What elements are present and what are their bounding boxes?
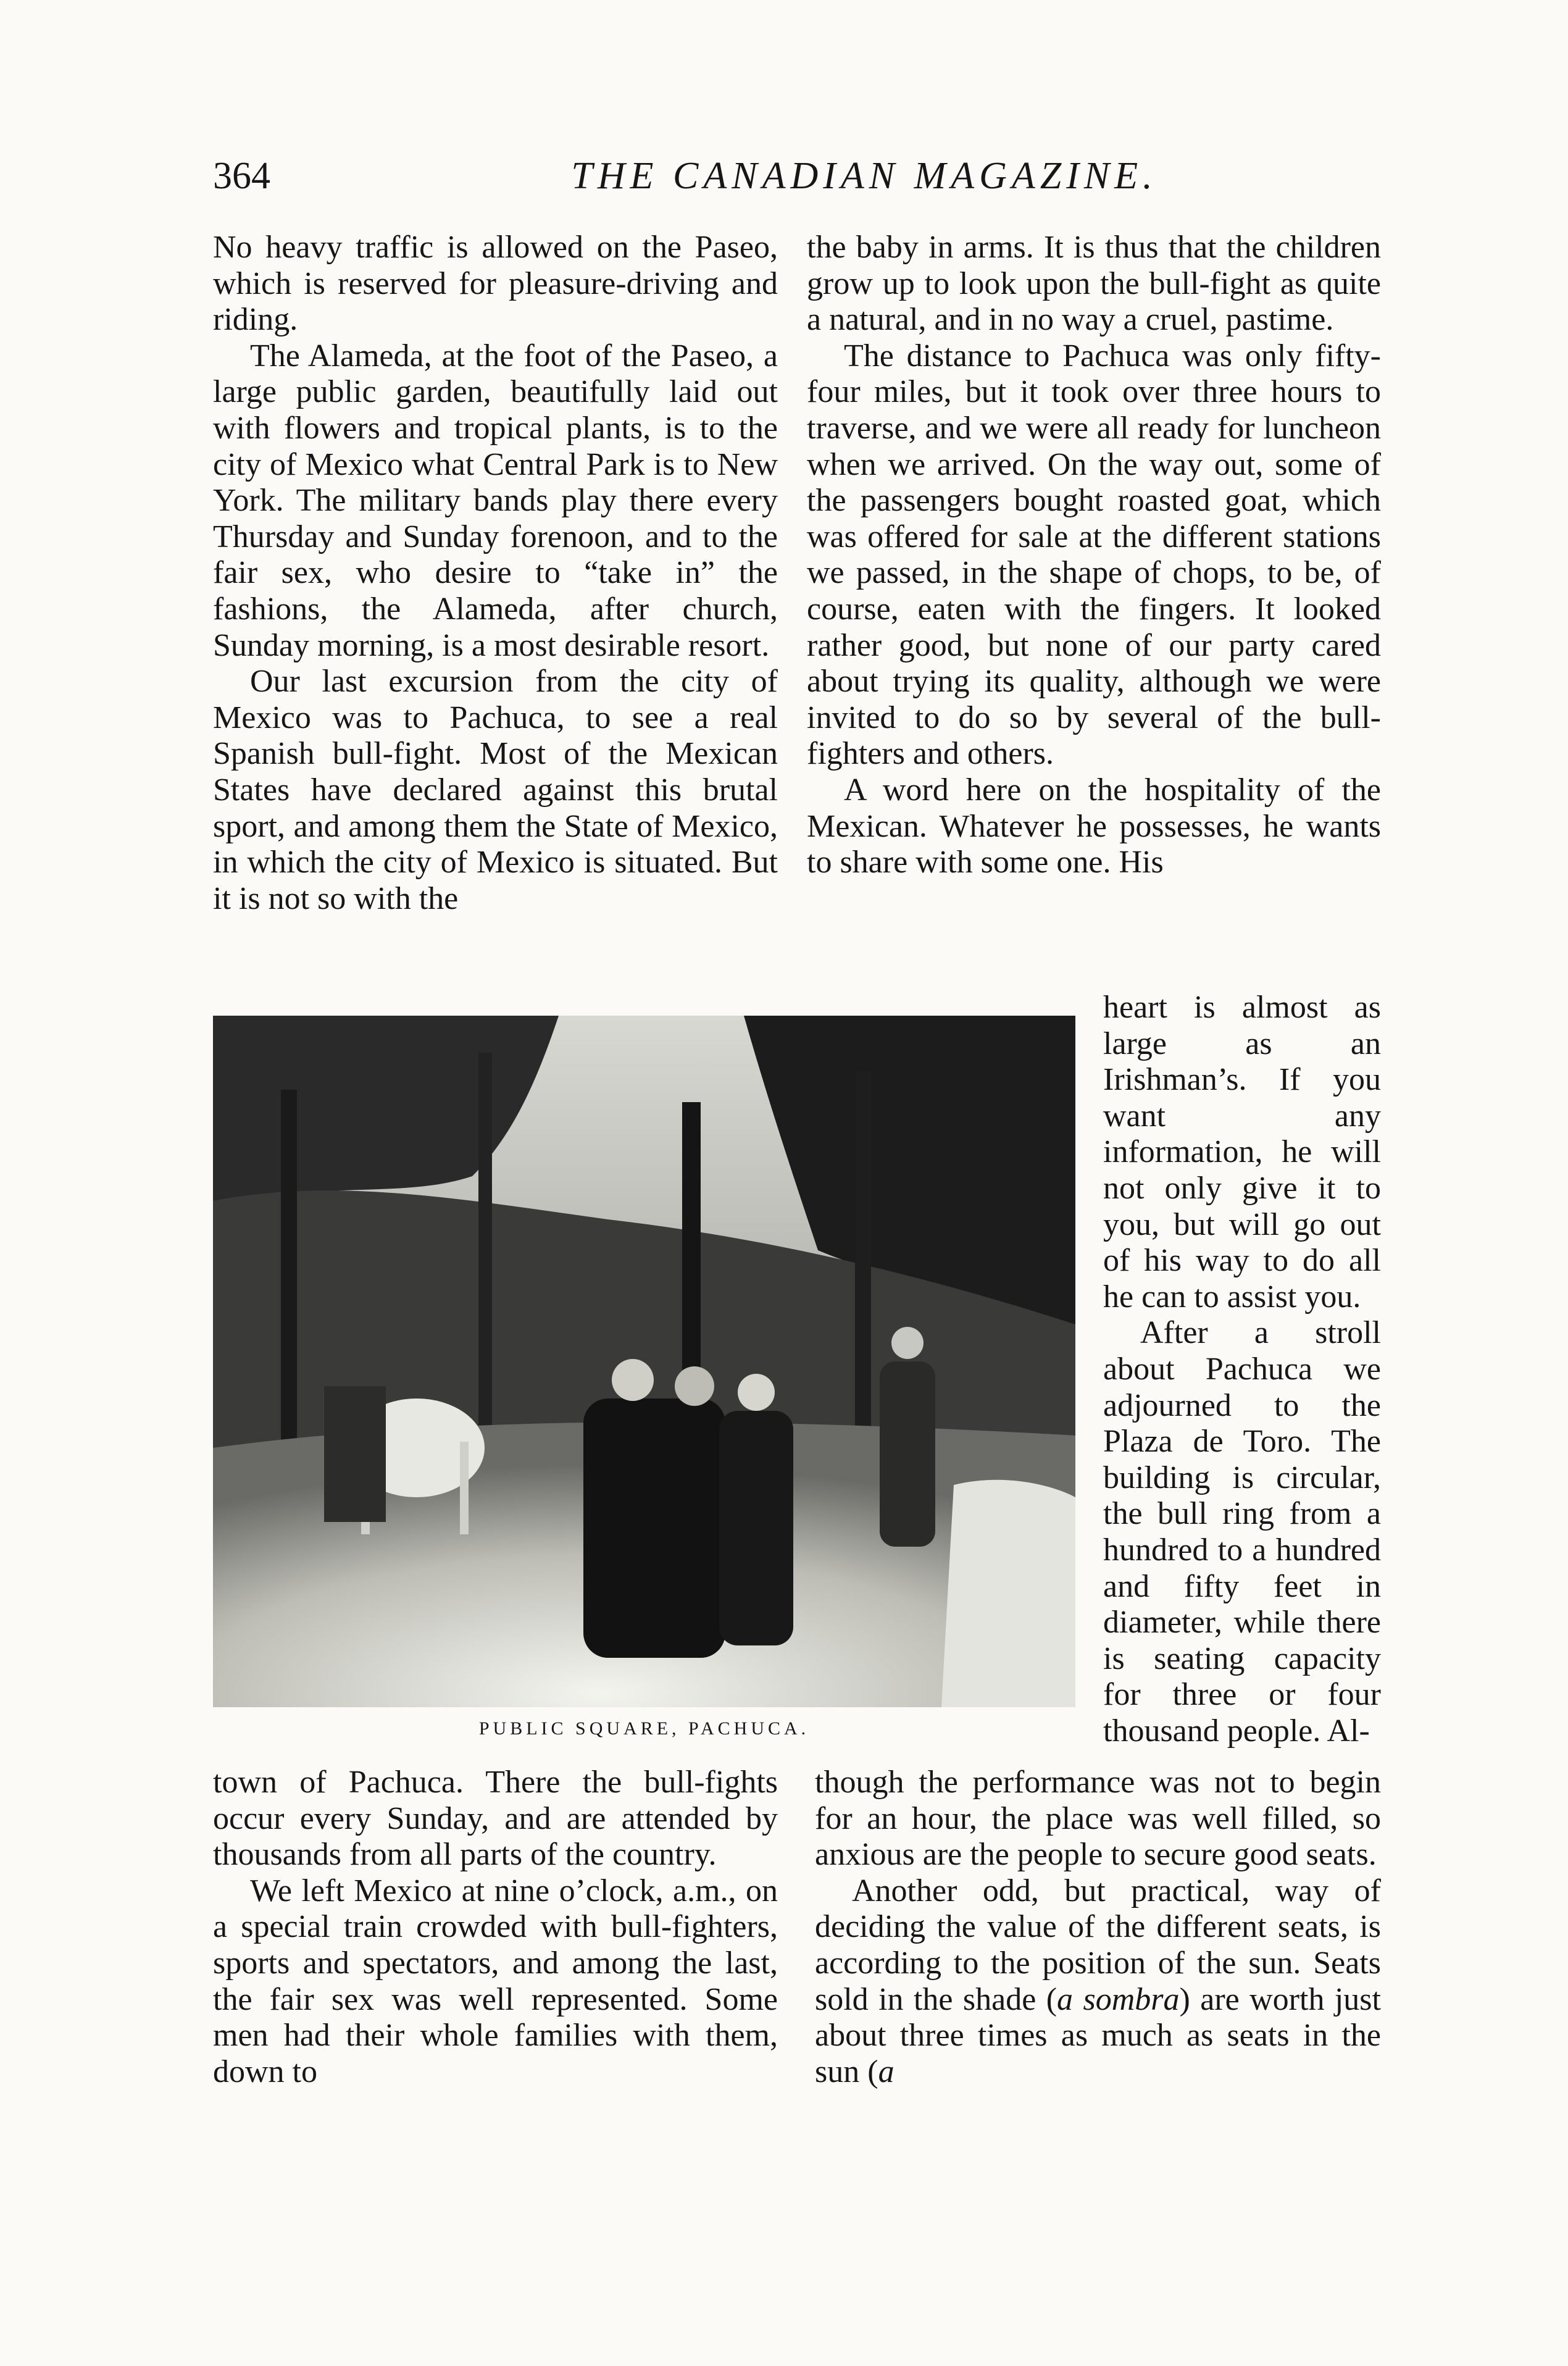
paragraph: After a stroll about Pachuca we adjourned to the Plaza de Toro. The building is circular, the bull ring from a hundred to a hundred and fifty feet in diameter, while there is seating capacity for three or four thousand people. Al- [1103, 1315, 1381, 1749]
page-number: 364 [213, 155, 270, 197]
left-column-bottom [213, 1765, 778, 2090]
paragraph: We left Mexico at nine o’clock, a.m., on a special train crowded with bull-fighters, sports and spectators, and among the last, the fair sex was well represented. Some men had their whole families with them, down to [213, 1873, 778, 2089]
paragraph [815, 1873, 1381, 2091]
text-run: Another odd, but practical, way of deciding the value of the different seats, is according to the position of the sun. Seats sold in the shade ( [815, 1873, 1381, 2017]
paragraph: Our last excursion from the city of Mexico was to Pachuca, to see a real Spanish bull-fight. Most of the Mexican States have declared against this brutal sport, and among them the State of Mexico, in which the city of Mexico is situated. But it is not so with the [213, 664, 778, 916]
paragraph: No heavy traffic is allowed on the Paseo, which is reserved for pleasure-driving and riding. [213, 230, 778, 338]
italic-term: a [878, 2054, 895, 2089]
public-square-photo [213, 1016, 1075, 1707]
photo-caption: PUBLIC SQUARE, PACHUCA. [478, 1718, 810, 1739]
paragraph: The distance to Pachuca was only fifty-four miles, but it took over three hours to traverse, and we were all ready for luncheon when we arrived. On the way out, some of the passengers bought roasted goat, which was offered for sale at the different stations we passed, in the shape of chops, to be, of course, eaten with the fingers. It looked rather good, but none of our party cared about trying its quality, although we were invited to do so by several of the bull-fighters and others. [807, 338, 1381, 772]
page-header [0, 154, 1568, 216]
paragraph: though the performance was not to begin for an hour, the place was well filled, so anxious are the people to secure good seats. [815, 1765, 1381, 1873]
right-column-top [807, 230, 1381, 881]
right-column-wrap [1103, 990, 1381, 1749]
paragraph: The Alameda, at the foot of the Paseo, a large public garden, beautifully laid out with flowers and tropical plants, is to the city of Mexico what Central Park is to New York. The military bands play there every Thursday and Sunday forenoon, and to the fair sex, who desire to “take in” the fashions, the Alameda, after church, Sunday morning, is a most desirable resort. [213, 338, 778, 663]
left-column-top [213, 230, 778, 917]
text-run: ) are worth just about three times as much as seats in the sun ( [815, 1981, 1381, 2089]
italic-term: a sombra [1057, 1981, 1180, 2017]
running-title: THE CANADIAN MAGAZINE. [571, 155, 1157, 197]
right-column-bottom [815, 1765, 1381, 2090]
photo-illustration [213, 1016, 1075, 1707]
paragraph: the baby in arms. It is thus that the children grow up to look upon the bull-fight as quite a natural, and in no way a cruel, pastime. [807, 230, 1381, 338]
paragraph: heart is almost as large as an Irishman’s. If you want any information, he will not only give it to you, but will go out of his way to do all he can to assist you. [1103, 990, 1381, 1315]
paragraph: town of Pachuca. There the bull-fights occur every Sunday, and are attended by thousands from all parts of the country. [213, 1765, 778, 1873]
paragraph: A word here on the hospitality of the Mexican. Whatever he possesses, he wants to share with some one. His [807, 772, 1381, 880]
